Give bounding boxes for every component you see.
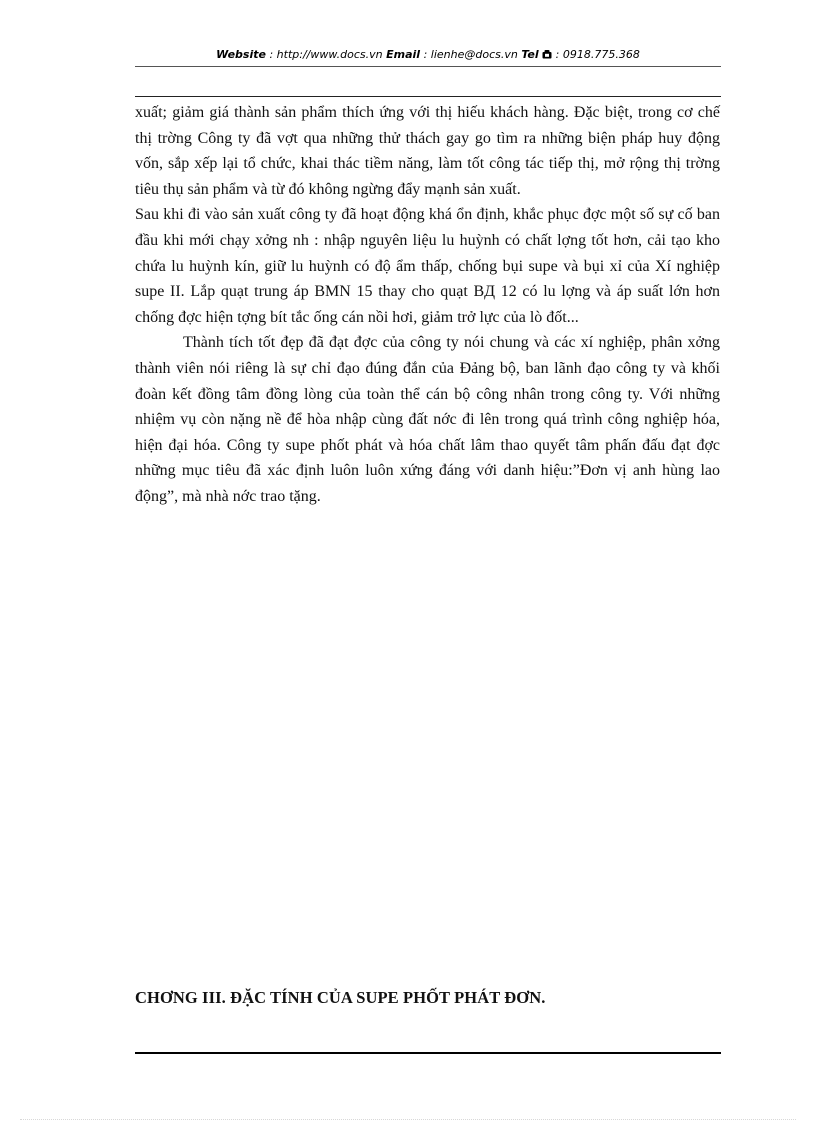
website-value: : http://www.docs.vn (269, 48, 383, 61)
header-divider (135, 66, 721, 67)
paragraph-1: xuất; giảm giá thành sản phẩm thích ứng với thị hiếu khách hàng. Đặc biệt, trong cơ chế thị trờng Công ty đã vợt qua những thử thách gay go tìm ra những biện pháp huy động vốn, sắp xếp lại tổ chức, khai thác tiềm năng, làm tốt công tác tiếp thị, mở rộng thị trờng tiêu thụ sản phẩm và từ đó không ngừng đẩy mạnh sản xuất. (135, 104, 720, 198)
tel-value: : 0918.775.368 (555, 48, 640, 61)
phone-icon (542, 48, 556, 61)
email-value: : lienhe@docs.vn (423, 48, 518, 61)
bottom-divider (135, 1052, 721, 1054)
tel-label: Tel (521, 48, 539, 61)
chapter-heading: CHƠNG III. ĐẶC TÍNH CỦA SUPE PHỐT PHÁT ĐƠN. (135, 988, 546, 1007)
website-label: Website (216, 48, 266, 61)
paragraph-2: Sau khi đi vào sản xuất công ty đã hoạt động khá ổn định, khắc phục đợc một số sự cố ban đầu khi mới chạy xởng nh : nhập nguyên liệu lu huỳnh có chất lợng tốt hơn, cải tạo kho chứa lu huỳnh kín, giữ lu huỳnh có độ ẩm thấp, chống bụi supe và bụi xỉ của Xí nghiệp supe II. Lắp quạt trung áp BMN 15 thay cho quạt BД 12 có lu lợng và áp suất lớn hơn chống đợc hiện tợng bít tắc ống cán nồi hơi, giảm trở lực của lò đốt... (135, 206, 720, 326)
paragraph-3: Thành tích tốt đẹp đã đạt đợc của công ty nói chung và các xí nghiệp, phân xởng thành viên nói riêng là sự chỉ đạo đúng đắn của Đảng bộ, ban lãnh đạo công ty và khối đoàn kết đồng tâm đồng lòng của toàn thể cán bộ công nhân trong công ty. Với những nhiệm vụ còn nặng nề để hòa nhập cùng đất nớc đi lên trong quá trình công nghiệp hóa, hiện đại hóa. Công ty supe phốt phát và hóa chất lâm thao quyết tâm phấn đấu đạt đợc những mục tiêu đã xác định luôn luôn xứng đáng với danh hiệu:”Đơn vị anh hùng lao động”, mà nhà nớc trao tặng. (135, 334, 720, 505)
top-divider (135, 96, 721, 97)
email-label: Email (386, 48, 421, 61)
page-footer-border (20, 1119, 796, 1120)
document-body (135, 100, 720, 510)
page-header (135, 48, 721, 66)
